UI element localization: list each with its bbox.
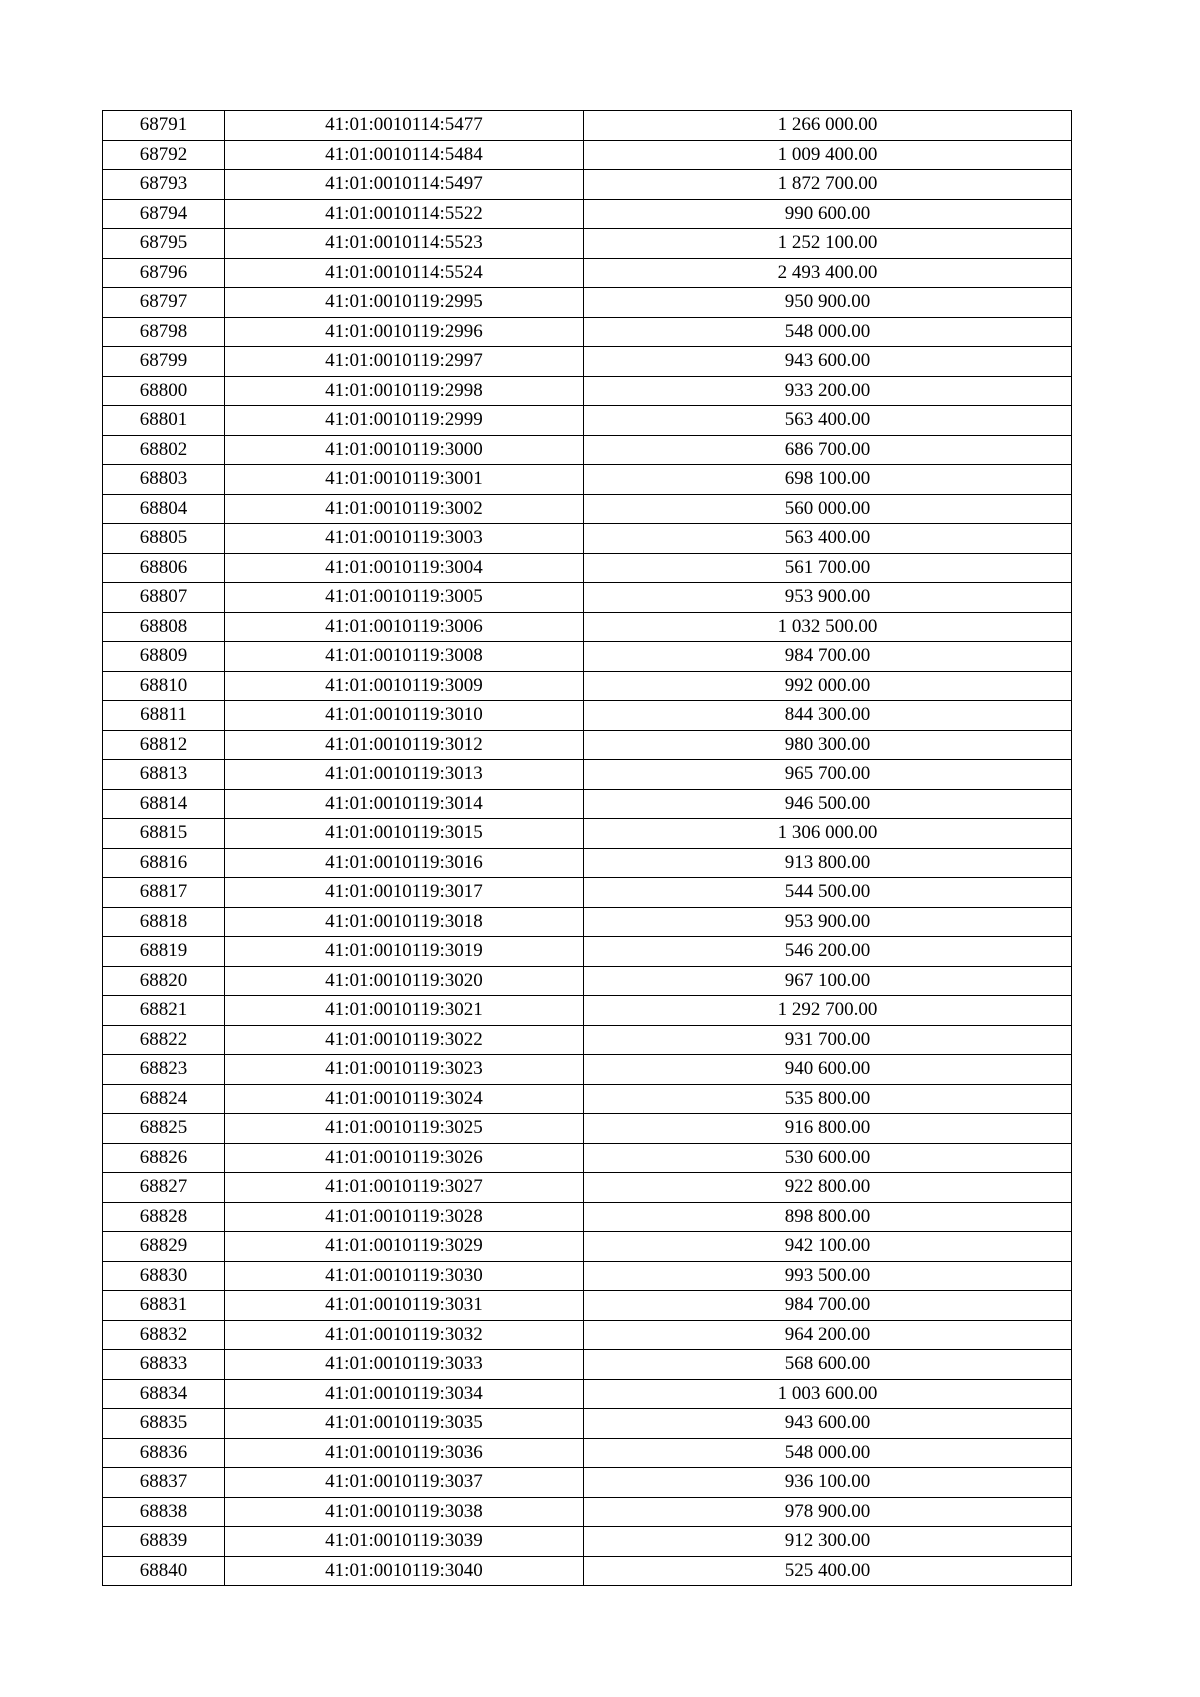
- cadastral-value-cell: 916 800.00: [584, 1114, 1072, 1144]
- row-number-cell: 68793: [103, 170, 225, 200]
- row-number-cell: 68811: [103, 701, 225, 731]
- cadastral-value-cell: 1 306 000.00: [584, 819, 1072, 849]
- row-number-cell: 68805: [103, 524, 225, 554]
- table-row: [103, 1114, 1072, 1144]
- row-number-cell: 68816: [103, 848, 225, 878]
- row-number-cell: 68836: [103, 1438, 225, 1468]
- cadastral-value-table: [102, 110, 1072, 1586]
- cadastral-number-cell: 41:01:0010119:3005: [225, 583, 584, 613]
- row-number-cell: 68821: [103, 996, 225, 1026]
- table-row: [103, 494, 1072, 524]
- table-row: [103, 671, 1072, 701]
- row-number-cell: 68832: [103, 1320, 225, 1350]
- cadastral-number-cell: 41:01:0010119:3018: [225, 907, 584, 937]
- row-number-cell: 68823: [103, 1055, 225, 1085]
- cadastral-value-cell: 546 200.00: [584, 937, 1072, 967]
- table-row: [103, 1291, 1072, 1321]
- cadastral-number-cell: 41:01:0010119:3033: [225, 1350, 584, 1380]
- cadastral-value-cell: 2 493 400.00: [584, 258, 1072, 288]
- cadastral-number-cell: 41:01:0010119:3015: [225, 819, 584, 849]
- table-row: [103, 140, 1072, 170]
- row-number-cell: 68791: [103, 111, 225, 141]
- table-row: [103, 701, 1072, 731]
- cadastral-number-cell: 41:01:0010114:5484: [225, 140, 584, 170]
- cadastral-number-cell: 41:01:0010119:3028: [225, 1202, 584, 1232]
- cadastral-value-cell: 943 600.00: [584, 1409, 1072, 1439]
- cadastral-value-cell: 698 100.00: [584, 465, 1072, 495]
- cadastral-value-cell: 898 800.00: [584, 1202, 1072, 1232]
- table-row: [103, 170, 1072, 200]
- row-number-cell: 68820: [103, 966, 225, 996]
- row-number-cell: 68822: [103, 1025, 225, 1055]
- table-row: [103, 1232, 1072, 1262]
- cadastral-number-cell: 41:01:0010114:5477: [225, 111, 584, 141]
- table-row: [103, 317, 1072, 347]
- cadastral-number-cell: 41:01:0010119:3038: [225, 1497, 584, 1527]
- cadastral-number-cell: 41:01:0010119:3009: [225, 671, 584, 701]
- cadastral-number-cell: 41:01:0010119:2997: [225, 347, 584, 377]
- row-number-cell: 68802: [103, 435, 225, 465]
- cadastral-value-cell: 940 600.00: [584, 1055, 1072, 1085]
- row-number-cell: 68827: [103, 1173, 225, 1203]
- cadastral-value-cell: 686 700.00: [584, 435, 1072, 465]
- row-number-cell: 68833: [103, 1350, 225, 1380]
- row-number-cell: 68803: [103, 465, 225, 495]
- cadastral-number-cell: 41:01:0010114:5523: [225, 229, 584, 259]
- cadastral-value-cell: 978 900.00: [584, 1497, 1072, 1527]
- row-number-cell: 68795: [103, 229, 225, 259]
- table-row: [103, 996, 1072, 1026]
- row-number-cell: 68809: [103, 642, 225, 672]
- row-number-cell: 68838: [103, 1497, 225, 1527]
- cadastral-value-cell: 563 400.00: [584, 524, 1072, 554]
- table-row: [103, 1202, 1072, 1232]
- cadastral-number-cell: 41:01:0010119:2999: [225, 406, 584, 436]
- cadastral-number-cell: 41:01:0010119:3024: [225, 1084, 584, 1114]
- table-row: [103, 435, 1072, 465]
- cadastral-value-cell: 953 900.00: [584, 583, 1072, 613]
- row-number-cell: 68796: [103, 258, 225, 288]
- cadastral-value-cell: 964 200.00: [584, 1320, 1072, 1350]
- cadastral-value-cell: 1 872 700.00: [584, 170, 1072, 200]
- table-row: [103, 553, 1072, 583]
- cadastral-value-cell: 933 200.00: [584, 376, 1072, 406]
- cadastral-value-cell: 1 003 600.00: [584, 1379, 1072, 1409]
- cadastral-value-cell: 568 600.00: [584, 1350, 1072, 1380]
- row-number-cell: 68813: [103, 760, 225, 790]
- cadastral-number-cell: 41:01:0010119:3003: [225, 524, 584, 554]
- table-row: [103, 1468, 1072, 1498]
- row-number-cell: 68798: [103, 317, 225, 347]
- row-number-cell: 68810: [103, 671, 225, 701]
- cadastral-number-cell: 41:01:0010119:3021: [225, 996, 584, 1026]
- cadastral-number-cell: 41:01:0010119:3036: [225, 1438, 584, 1468]
- table-row: [103, 347, 1072, 377]
- cadastral-number-cell: 41:01:0010119:3004: [225, 553, 584, 583]
- cadastral-value-cell: 922 800.00: [584, 1173, 1072, 1203]
- table-row: [103, 966, 1072, 996]
- row-number-cell: 68826: [103, 1143, 225, 1173]
- row-number-cell: 68831: [103, 1291, 225, 1321]
- cadastral-number-cell: 41:01:0010119:3019: [225, 937, 584, 967]
- cadastral-number-cell: 41:01:0010119:3016: [225, 848, 584, 878]
- cadastral-value-cell: 950 900.00: [584, 288, 1072, 318]
- cadastral-number-cell: 41:01:0010119:2995: [225, 288, 584, 318]
- table-row: [103, 760, 1072, 790]
- table-row: [103, 1084, 1072, 1114]
- table-row: [103, 1438, 1072, 1468]
- cadastral-value-cell: 913 800.00: [584, 848, 1072, 878]
- cadastral-value-cell: 844 300.00: [584, 701, 1072, 731]
- row-number-cell: 68804: [103, 494, 225, 524]
- row-number-cell: 68808: [103, 612, 225, 642]
- table-row: [103, 642, 1072, 672]
- cadastral-number-cell: 41:01:0010119:3037: [225, 1468, 584, 1498]
- row-number-cell: 68825: [103, 1114, 225, 1144]
- cadastral-value-cell: 548 000.00: [584, 1438, 1072, 1468]
- cadastral-number-cell: 41:01:0010119:3010: [225, 701, 584, 731]
- table-row: [103, 907, 1072, 937]
- row-number-cell: 68829: [103, 1232, 225, 1262]
- cadastral-number-cell: 41:01:0010119:3031: [225, 1291, 584, 1321]
- cadastral-number-cell: 41:01:0010119:2998: [225, 376, 584, 406]
- cadastral-value-cell: 548 000.00: [584, 317, 1072, 347]
- table-row: [103, 376, 1072, 406]
- table-row: [103, 1497, 1072, 1527]
- row-number-cell: 68824: [103, 1084, 225, 1114]
- cadastral-number-cell: 41:01:0010114:5497: [225, 170, 584, 200]
- row-number-cell: 68818: [103, 907, 225, 937]
- row-number-cell: 68817: [103, 878, 225, 908]
- row-number-cell: 68840: [103, 1556, 225, 1586]
- cadastral-value-cell: 965 700.00: [584, 760, 1072, 790]
- table-row: [103, 1143, 1072, 1173]
- cadastral-value-cell: 561 700.00: [584, 553, 1072, 583]
- cadastral-number-cell: 41:01:0010119:3006: [225, 612, 584, 642]
- cadastral-value-cell: 953 900.00: [584, 907, 1072, 937]
- row-number-cell: 68834: [103, 1379, 225, 1409]
- cadastral-number-cell: 41:01:0010119:3000: [225, 435, 584, 465]
- cadastral-value-cell: 563 400.00: [584, 406, 1072, 436]
- cadastral-number-cell: 41:01:0010119:3013: [225, 760, 584, 790]
- row-number-cell: 68797: [103, 288, 225, 318]
- cadastral-number-cell: 41:01:0010119:3001: [225, 465, 584, 495]
- cadastral-value-cell: 912 300.00: [584, 1527, 1072, 1557]
- table-row: [103, 258, 1072, 288]
- table-row: [103, 819, 1072, 849]
- cadastral-number-cell: 41:01:0010119:3027: [225, 1173, 584, 1203]
- table-row: [103, 1055, 1072, 1085]
- table-row: [103, 1556, 1072, 1586]
- cadastral-number-cell: 41:01:0010119:3025: [225, 1114, 584, 1144]
- cadastral-number-cell: 41:01:0010119:3008: [225, 642, 584, 672]
- cadastral-value-cell: 980 300.00: [584, 730, 1072, 760]
- cadastral-number-cell: 41:01:0010119:3034: [225, 1379, 584, 1409]
- row-number-cell: 68801: [103, 406, 225, 436]
- cadastral-value-cell: 984 700.00: [584, 1291, 1072, 1321]
- table-row: [103, 406, 1072, 436]
- table-body: [103, 111, 1072, 1586]
- row-number-cell: 68815: [103, 819, 225, 849]
- row-number-cell: 68814: [103, 789, 225, 819]
- table-row: [103, 878, 1072, 908]
- row-number-cell: 68807: [103, 583, 225, 613]
- cadastral-number-cell: 41:01:0010119:3030: [225, 1261, 584, 1291]
- cadastral-number-cell: 41:01:0010119:3002: [225, 494, 584, 524]
- cadastral-number-cell: 41:01:0010119:3012: [225, 730, 584, 760]
- table-row: [103, 199, 1072, 229]
- cadastral-number-cell: 41:01:0010119:3026: [225, 1143, 584, 1173]
- row-number-cell: 68819: [103, 937, 225, 967]
- cadastral-value-cell: 560 000.00: [584, 494, 1072, 524]
- cadastral-number-cell: 41:01:0010119:3032: [225, 1320, 584, 1350]
- cadastral-value-cell: 990 600.00: [584, 199, 1072, 229]
- cadastral-value-cell: 946 500.00: [584, 789, 1072, 819]
- table-row: [103, 937, 1072, 967]
- table-row: [103, 524, 1072, 554]
- table-row: [103, 789, 1072, 819]
- cadastral-value-cell: 992 000.00: [584, 671, 1072, 701]
- table-row: [103, 1409, 1072, 1439]
- row-number-cell: 68812: [103, 730, 225, 760]
- cadastral-number-cell: 41:01:0010119:2996: [225, 317, 584, 347]
- row-number-cell: 68800: [103, 376, 225, 406]
- cadastral-number-cell: 41:01:0010119:3040: [225, 1556, 584, 1586]
- table-row: [103, 1261, 1072, 1291]
- cadastral-value-cell: 1 252 100.00: [584, 229, 1072, 259]
- cadastral-value-cell: 535 800.00: [584, 1084, 1072, 1114]
- table-row: [103, 1320, 1072, 1350]
- cadastral-value-cell: 525 400.00: [584, 1556, 1072, 1586]
- cadastral-number-cell: 41:01:0010119:3017: [225, 878, 584, 908]
- table-row: [103, 1173, 1072, 1203]
- row-number-cell: 68799: [103, 347, 225, 377]
- row-number-cell: 68792: [103, 140, 225, 170]
- table-row: [103, 111, 1072, 141]
- cadastral-number-cell: 41:01:0010119:3022: [225, 1025, 584, 1055]
- row-number-cell: 68828: [103, 1202, 225, 1232]
- cadastral-value-cell: 1 032 500.00: [584, 612, 1072, 642]
- table-row: [103, 1527, 1072, 1557]
- cadastral-value-cell: 1 009 400.00: [584, 140, 1072, 170]
- cadastral-value-cell: 943 600.00: [584, 347, 1072, 377]
- table-row: [103, 583, 1072, 613]
- cadastral-number-cell: 41:01:0010119:3039: [225, 1527, 584, 1557]
- table-row: [103, 1379, 1072, 1409]
- table-row: [103, 612, 1072, 642]
- cadastral-number-cell: 41:01:0010119:3029: [225, 1232, 584, 1262]
- table-row: [103, 465, 1072, 495]
- table-row: [103, 229, 1072, 259]
- row-number-cell: 68835: [103, 1409, 225, 1439]
- table-row: [103, 1025, 1072, 1055]
- cadastral-value-cell: 530 600.00: [584, 1143, 1072, 1173]
- cadastral-value-cell: 936 100.00: [584, 1468, 1072, 1498]
- table-row: [103, 730, 1072, 760]
- cadastral-value-cell: 931 700.00: [584, 1025, 1072, 1055]
- cadastral-number-cell: 41:01:0010119:3035: [225, 1409, 584, 1439]
- cadastral-value-cell: 967 100.00: [584, 966, 1072, 996]
- row-number-cell: 68806: [103, 553, 225, 583]
- cadastral-value-cell: 993 500.00: [584, 1261, 1072, 1291]
- table-row: [103, 288, 1072, 318]
- cadastral-number-cell: 41:01:0010114:5522: [225, 199, 584, 229]
- cadastral-value-cell: 1 292 700.00: [584, 996, 1072, 1026]
- cadastral-number-cell: 41:01:0010114:5524: [225, 258, 584, 288]
- cadastral-value-cell: 1 266 000.00: [584, 111, 1072, 141]
- table-row: [103, 1350, 1072, 1380]
- row-number-cell: 68830: [103, 1261, 225, 1291]
- cadastral-value-cell: 942 100.00: [584, 1232, 1072, 1262]
- cadastral-value-cell: 984 700.00: [584, 642, 1072, 672]
- row-number-cell: 68794: [103, 199, 225, 229]
- cadastral-number-cell: 41:01:0010119:3014: [225, 789, 584, 819]
- row-number-cell: 68837: [103, 1468, 225, 1498]
- cadastral-value-cell: 544 500.00: [584, 878, 1072, 908]
- table-row: [103, 848, 1072, 878]
- cadastral-number-cell: 41:01:0010119:3023: [225, 1055, 584, 1085]
- row-number-cell: 68839: [103, 1527, 225, 1557]
- cadastral-number-cell: 41:01:0010119:3020: [225, 966, 584, 996]
